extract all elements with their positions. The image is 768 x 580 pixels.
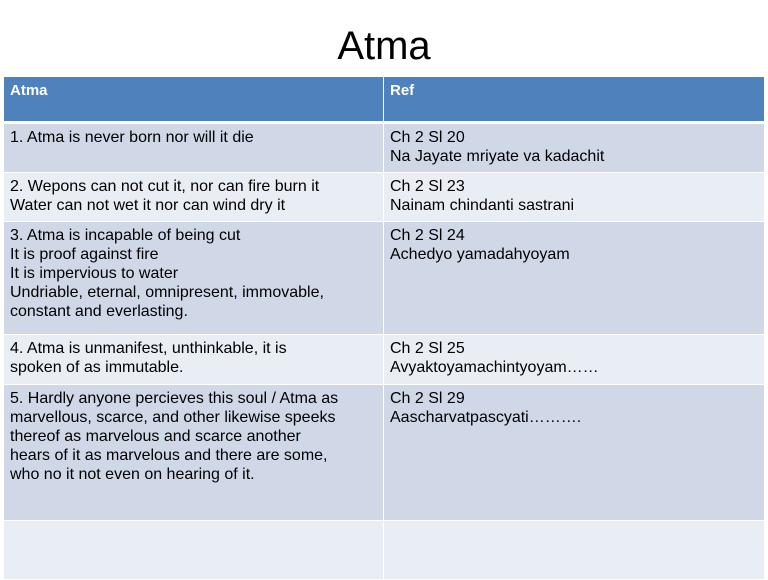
- cell-text: spoken of as immutable.: [10, 359, 184, 376]
- cell-text: It is proof against fire: [10, 246, 159, 263]
- atma-cell: [4, 335, 384, 385]
- cell-text: Ch 2 Sl 24: [390, 227, 465, 244]
- ref-cell: [384, 335, 765, 385]
- ref-cell: [384, 173, 765, 222]
- atma-cell: [4, 222, 384, 335]
- cell-text: Ch 2 Sl 20: [390, 129, 465, 146]
- cell-text: Aascharvatpascyati……….: [390, 409, 582, 426]
- cell-text: It is impervious to water: [10, 265, 179, 282]
- ref-cell: [384, 123, 765, 173]
- cell-text: Achedyo yamadahyoyam: [390, 246, 570, 263]
- cell-text: thereof as marvelous and scarce another: [10, 428, 301, 445]
- table-row: [4, 173, 765, 222]
- cell-text: 5. Hardly anyone percieves this soul / Atma as: [10, 390, 339, 407]
- cell-text: Water can not wet it nor can wind dry it: [10, 197, 286, 214]
- atma-reference-table: [3, 76, 765, 580]
- cell-text: constant and everlasting.: [10, 303, 188, 320]
- cell-text: Avyaktoyamachintyoyam……: [390, 359, 599, 376]
- ref-cell: [384, 222, 765, 335]
- slide-title: Atma: [337, 24, 431, 68]
- cell-text: 3. Atma is incapable of being cut: [10, 227, 241, 244]
- table-header-row: [4, 77, 765, 123]
- ref-cell: [384, 521, 765, 580]
- cell-text: Undriable, eternal, omnipresent, immovable,: [10, 284, 324, 301]
- atma-cell: [4, 123, 384, 173]
- cell-text: Na Jayate mriyate va kadachit: [390, 148, 605, 165]
- table-row: [4, 222, 765, 335]
- table-row: [4, 385, 765, 521]
- cell-text: Ch 2 Sl 29: [390, 390, 465, 407]
- atma-cell: [4, 521, 384, 580]
- table-row: [4, 123, 765, 173]
- header-atma: Atma: [4, 77, 384, 123]
- header-ref: Ref: [384, 77, 765, 123]
- cell-text: 2. Wepons can not cut it, nor can fire burn it: [10, 178, 320, 195]
- cell-text: hears of it as marvelous and there are some,: [10, 447, 328, 464]
- ref-cell: [384, 385, 765, 521]
- table-row: [4, 335, 765, 385]
- cell-text: marvellous, scarce, and other likewise speeks: [10, 409, 336, 426]
- cell-text: Ch 2 Sl 23: [390, 178, 465, 195]
- atma-cell: [4, 173, 384, 222]
- cell-text: 4. Atma is unmanifest, unthinkable, it is: [10, 340, 287, 357]
- cell-text: who no it not even on hearing of it.: [10, 466, 255, 483]
- cell-text: Ch 2 Sl 25: [390, 340, 465, 357]
- cell-text: 1. Atma is never born nor will it die: [10, 129, 254, 146]
- cell-text: Nainam chindanti sastrani: [390, 197, 575, 214]
- atma-cell: [4, 385, 384, 521]
- table-row: [4, 521, 765, 580]
